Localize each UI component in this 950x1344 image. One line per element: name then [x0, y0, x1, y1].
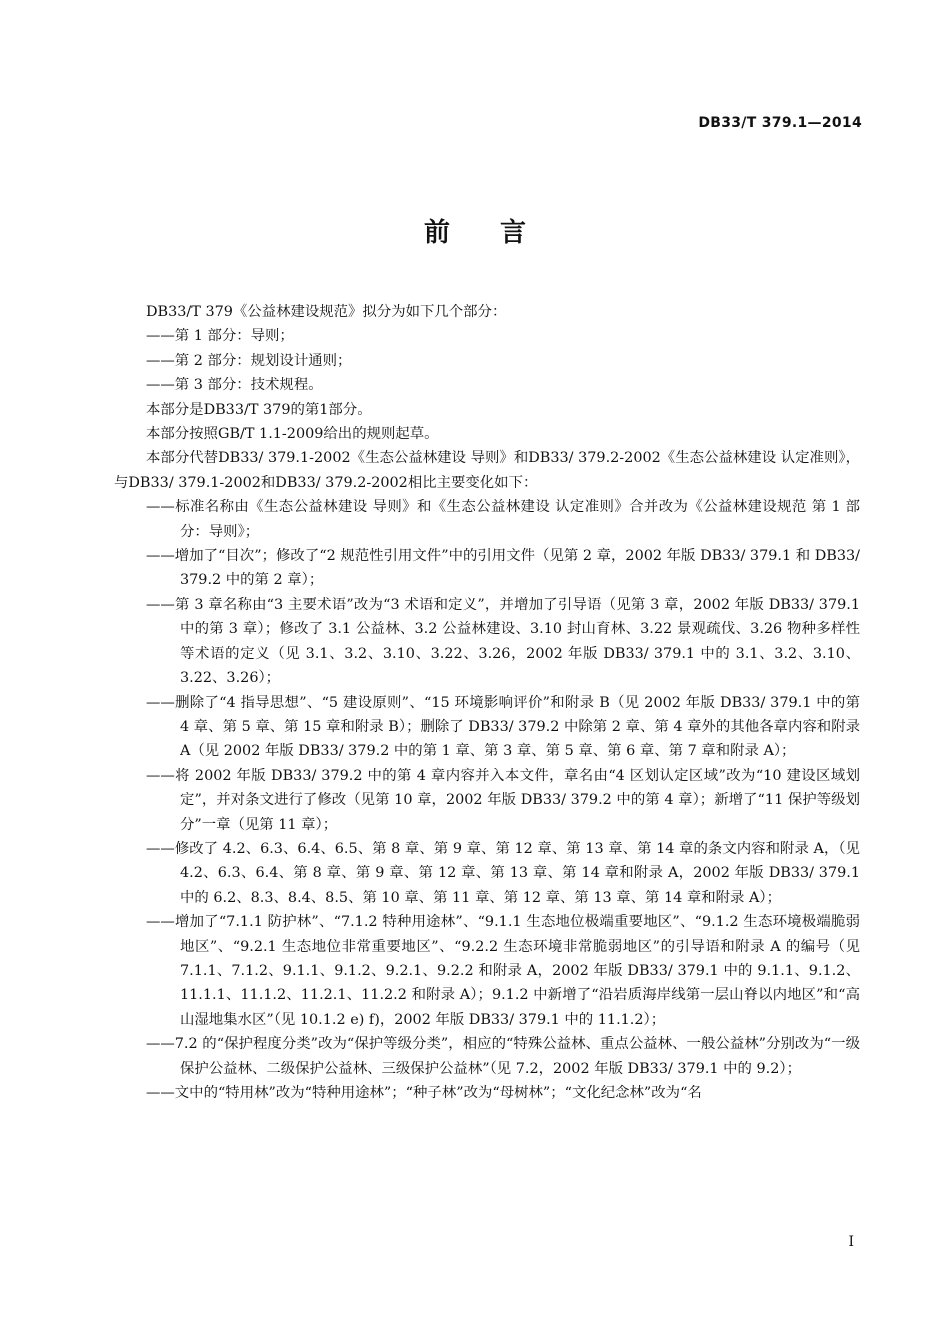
change-item: ——增加了“7.1.1 防护林”、“7.1.2 特种用途林”、“9.1.1 生态地位极端重要地区”、“9.1.2 生态环境极端脆弱地区”、“9.2.1 生态地位非常重要地区”、“9.2.2 生态环境非常脆弱地区”的引导语和附录 A 的编号（见 7.1.1、7.1.2、9.1.1、9.1.2、9.2.1、9.2.2 和附录 A，2002 年版 DB33/ 379.1 中的 9.1.1、9.1.2、11.1.1、11.1.2、11.2.1、11.2.2 和附录 A）；9.1.2 中新增了“沿岩质海岸线第一层山脊以内地区”和“高山湿地集水区”（见 10.1.2 e) f)，2002 年版 DB33/ 379.1 中的 11.1.2）；: [146, 914, 860, 1028]
document-body: [114, 300, 860, 1105]
intro-paragraph: DB33/T 379《公益林建设规范》拟分为如下几个部分：: [146, 304, 507, 320]
standard-code: DB33/T 379.1—2014: [698, 115, 862, 131]
page-title: 前言: [423, 218, 576, 248]
change-item: ——文中的“特用林”改为“特种用途林”；“种子林”改为“母树林”；“文化纪念林”改为“名: [146, 1085, 702, 1101]
part-list-item: ——第 1 部分：导则；: [146, 328, 294, 345]
change-item: ——第 3 章名称由“3 主要术语”改为“3 术语和定义”，并增加了引导语（见第 3 章，2002 年版 DB33/ 379.1 中的第 3 章）；修改了 3.1 公益林、3.2 公益林建设、3.10 封山育林、3.22 景观疏伐、3.26 物种多样性等术语的定义（见 3.1、3.2、3.10、3.22、3.26，2002 年版 DB33/ 379.1 中的 3.1、3.2、3.10、3.22、3.26）；: [146, 596, 860, 687]
change-item: ——将 2002 年版 DB33/ 379.2 中的第 4 章内容并入本文件，章名由“4 区划认定区域”改为“10 建设区域划定”，并对条文进行了修改（见第 10 章，2002 年版 DB33/ 379.2 中的第 4 章）；新增了“11 保护等级划分”一章（见第 11 章）；: [146, 767, 860, 833]
change-item: ——增加了“目次”；修改了“2 规范性引用文件”中的引用文件（见第 2 章，2002 年版 DB33/ 379.1 和 DB33/ 379.2 中的第 2 章）；: [146, 548, 860, 589]
part-list-item: ——第 2 部分：规划设计通则；: [146, 352, 352, 369]
paragraph: 本部分按照GB/T 1.1-2009给出的规则起草。: [146, 426, 439, 443]
part-list-item: ——第 3 部分：技术规程。: [146, 377, 323, 394]
page-number: I: [848, 1234, 854, 1250]
paragraph: 本部分是DB33/T 379的第1部分。: [146, 401, 372, 418]
change-item: ——标准名称由《生态公益林建设 导则》和《生态公益林建设 认定准则》合并改为《公益林建设规范 第 1 部分：导则》；: [146, 499, 860, 540]
change-item: ——修改了 4.2、6.3、6.4、6.5、第 8 章、第 9 章、第 12 章、第 13 章、第 14 章的条文内容和附录 A，（见 4.2、6.3、6.4、第 8 章、第 9 章、第 12 章、第 13 章、第 14 章和附录 A，2002 年版 DB33/ 379.1 中的 6.2、8.3、8.4、8.5、第 10 章、第 11 章、第 12 章、第 13 章、第 14 章和附录 A）；: [146, 840, 860, 906]
change-item: ——7.2 的“保护程度分类”改为“保护等级分类”，相应的“特殊公益林、重点公益林、一般公益林”分别改为“一级保护公益林、二级保护公益林、三级保护公益林”（见 7.2，2002 年版 DB33/ 379.1 中的 9.2）；: [146, 1036, 860, 1077]
change-item: ——删除了“4 指导思想”、“5 建设原则”、“15 环境影响评价”和附录 B（见 2002 年版 DB33/ 379.1 中的第 4 章、第 5 章、第 15 章和附录 B）；删除了 DB33/ 379.2 中除第 2 章、第 4 章外的其他各章内容和附录 A（见 2002 年版 DB33/ 379.2 中的第 1 章、第 3 章、第 5 章、第 6 章、第 7 章和附录 A）；: [146, 694, 860, 760]
paragraph: 本部分代替DB33/ 379.1-2002《生态公益林建设 导则》和DB33/ 379.2-2002《生态公益林建设 认定准则》，与DB33/ 379.1-2002和DB33/ 379.2-2002相比主要变化如下：: [114, 450, 860, 491]
